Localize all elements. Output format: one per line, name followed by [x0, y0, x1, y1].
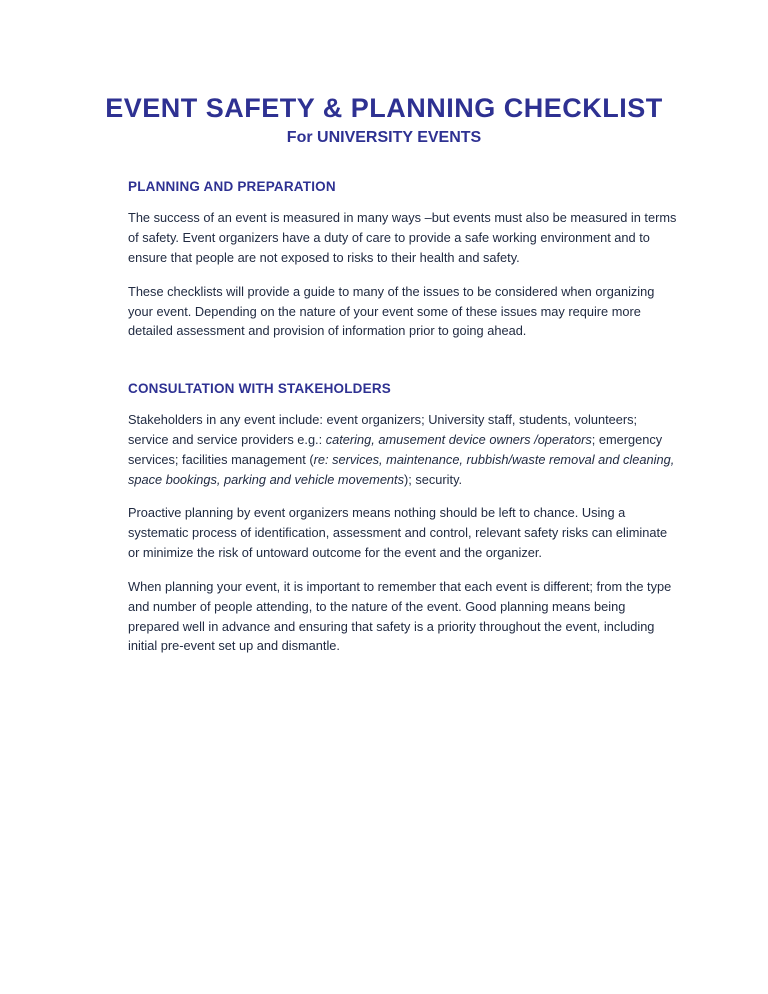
text-run: Stakeholders in any event include: event organizers; University staff, students, volunteers; service and service providers e.g.:: [128, 412, 638, 447]
section-heading: CONSULTATION WITH STAKEHOLDERS: [128, 381, 391, 397]
section-planning-and-preparation: [128, 179, 678, 341]
section-heading: PLANNING AND PREPARATION: [128, 179, 336, 195]
text-run: ); security.: [404, 471, 463, 487]
document-subtitle: For UNIVERSITY EVENTS: [286, 129, 482, 147]
paragraph: [128, 208, 678, 267]
paragraph: [128, 410, 678, 489]
paragraph: [128, 282, 678, 341]
text-run: Proactive planning by event organizers means nothing should be left to chance. Using a systematic process of identification, assessment and control, relevant safety risks can eliminate or minimize the risk of untoward outcome for the event and the organizer.: [128, 505, 668, 561]
section-consultation-with-stakeholders: [128, 381, 678, 656]
text-run: When planning your event, it is important to remember that each event is different; from the type and number of people attending, to the nature of the event. Good planning means being prepared well in advance and ensuring that safety is a priority throughout the event, including initial pre-event set up and dismantle.: [128, 578, 672, 654]
paragraph: [128, 503, 678, 562]
text-run: The success of an event is measured in many ways –but events must also be measured in terms of safety. Event organizers have a duty of care to provide a safe working environment and to ensure that people are not exposed to risks to their health and safety.: [128, 210, 677, 265]
text-run: These checklists will provide a guide to many of the issues to be considered when organizing your event. Depending on the nature of your event some of these issues may require more detailed assessment and provision of information prior to going ahead.: [128, 283, 655, 339]
italic-text-run: catering, amusement device owners /operators: [325, 431, 592, 447]
document-title: EVENT SAFETY & PLANNING CHECKLIST: [105, 93, 663, 123]
italic-text-run: re: services, maintenance, rubbish/waste removal and cleaning, space bookings, parking and vehicle movements: [128, 451, 675, 487]
document-body: [128, 149, 678, 656]
paragraph: [128, 577, 678, 656]
text-run: ; emergency services; facilities management (: [128, 431, 663, 467]
